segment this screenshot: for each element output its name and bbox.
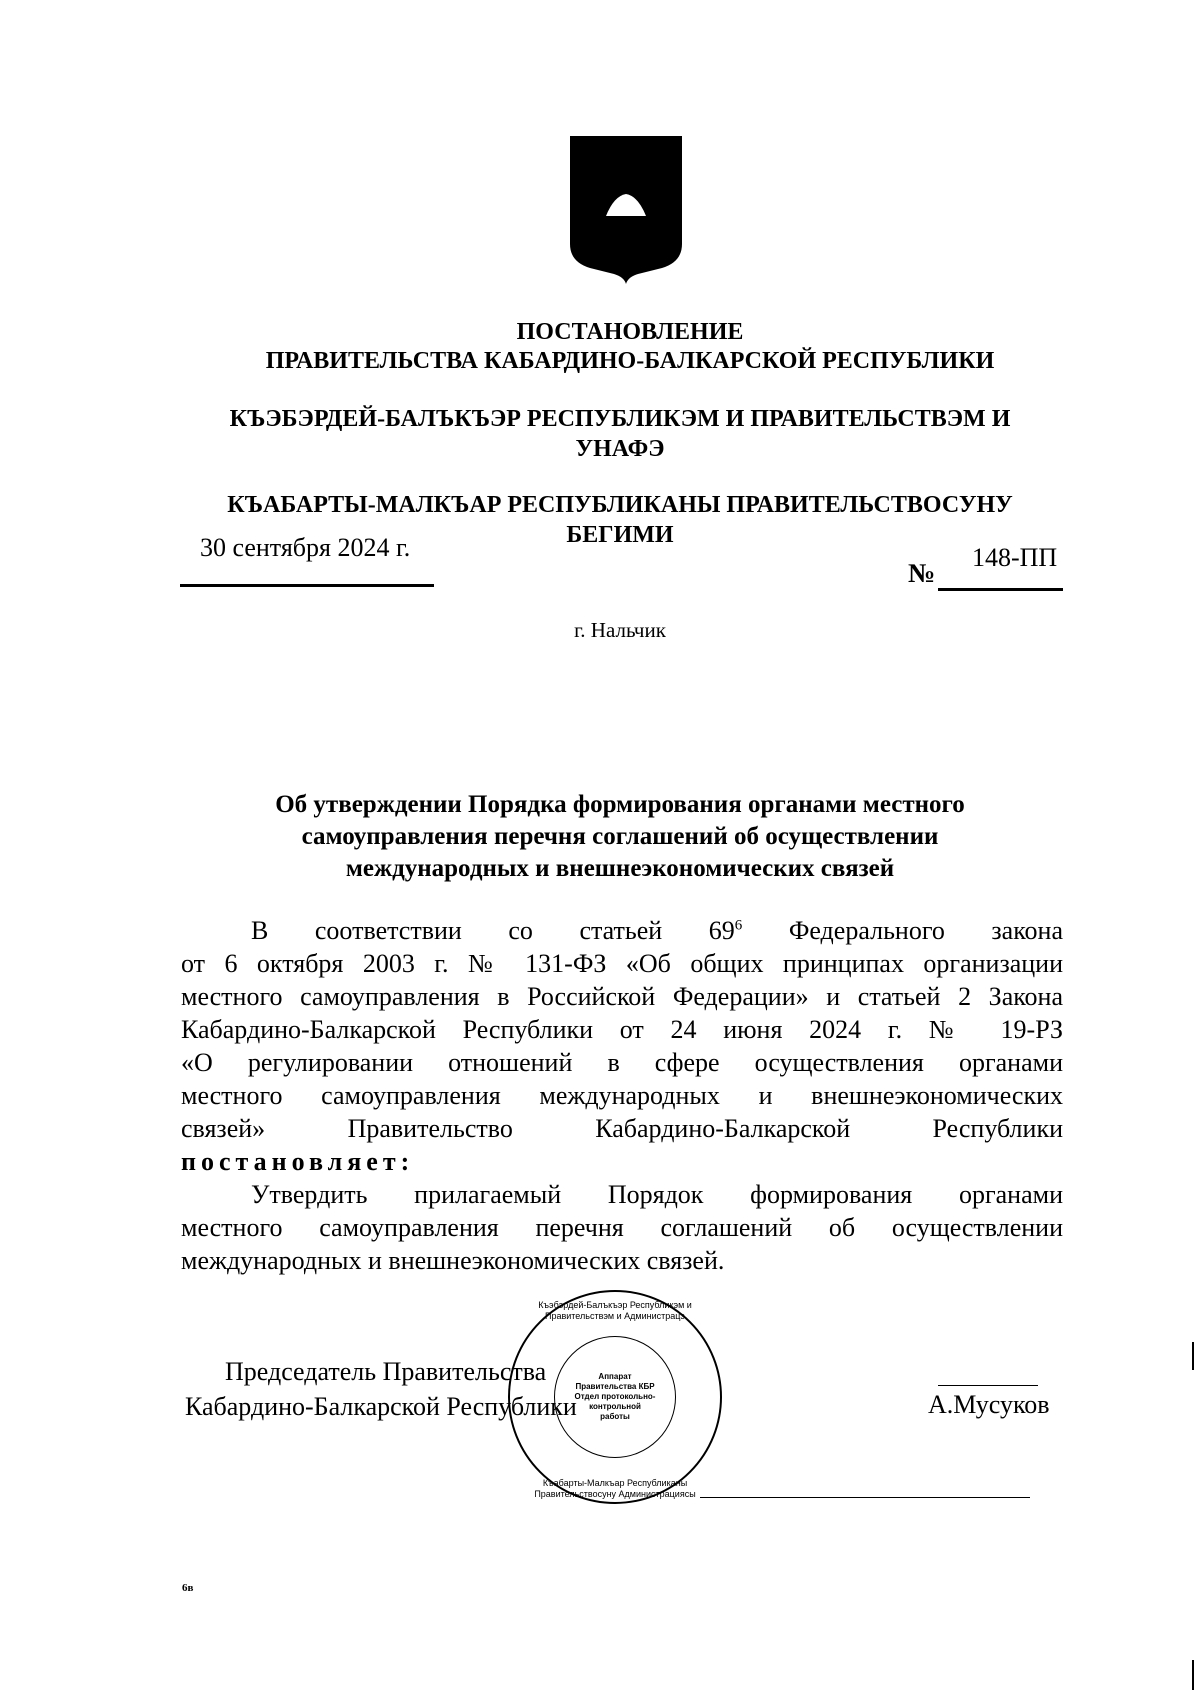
footer-mark: 6в <box>182 1582 194 1594</box>
scan-edge-mark <box>1192 1660 1194 1690</box>
body-text: В соответствии со статьей 69 <box>251 916 735 945</box>
body-text: Федерального закона <box>742 916 1063 945</box>
scan-edge-mark <box>1192 1342 1194 1370</box>
body-line <box>181 914 1063 947</box>
coat-of-arms-icon <box>566 134 686 284</box>
issuer-heading-kbd: КЪЭБЭРДЕЙ-БАЛЪКЪЭР РЕСПУБЛИКЭМ И ПРАВИТЕЛЬСТВЭМ И УНАФЭ <box>229 406 1011 462</box>
signature-line <box>938 1385 1038 1386</box>
stamp-signature-stroke <box>700 1497 1030 1498</box>
decree-word: постановляет: <box>181 1147 415 1176</box>
document-title <box>200 789 1040 885</box>
document-city: г. Нальчик <box>574 618 666 642</box>
stamp-center-line: Аппарат <box>598 1372 632 1381</box>
title-line: самоуправления перечня соглашений об осуществлении <box>301 823 939 850</box>
body-line: Кабардино-Балкарской Республики от 24 июня 2024 г. № 19-РЗ <box>181 1015 1063 1044</box>
body-line: местного самоуправления международных и внешнеэкономических <box>181 1081 1063 1110</box>
stamp-ring-text-bottom: Къабарты-Малкъар Республиканы Правительствосуну Администрациясы <box>534 1478 696 1499</box>
number-sign: № <box>908 558 936 588</box>
stamp-ring-text-top: Къэбэрдей-Балъкъэр Республикэм и Правительствэм и Администрацэ <box>538 1300 692 1321</box>
stamp-center-line: работы <box>600 1412 630 1421</box>
issuer-heading-ru: ПРАВИТЕЛЬСТВА КАБАРДИНО-БАЛКАРСКОЙ РЕСПУБЛИКИ <box>265 348 995 374</box>
signatory-role-line: Кабардино-Балкарской Республики <box>185 1392 577 1421</box>
signatory-name: А.Мусуков <box>928 1390 1050 1419</box>
superscript: 6 <box>734 917 743 934</box>
doc-type-heading: ПОСТАНОВЛЕНИЕ <box>516 319 744 345</box>
number-underline <box>938 588 1063 591</box>
stamp-center <box>554 1336 676 1458</box>
signatory-role-line: Председатель Правительства <box>225 1357 547 1386</box>
body-line: Утвердить прилагаемый Порядок формирования органами <box>251 1180 1063 1209</box>
official-stamp <box>508 1290 722 1504</box>
document-body <box>181 914 1063 1277</box>
stamp-center-line: Правительства КБР <box>575 1382 655 1391</box>
body-line: связей» Правительство Кабардино-Балкарской Республики <box>181 1114 1063 1143</box>
document-date: 30 сентября 2024 г. <box>200 533 411 562</box>
title-line: международных и внешнеэкономических связей <box>345 855 895 882</box>
body-line: от 6 октября 2003 г. № 131-ФЗ «Об общих принципах организации <box>181 949 1063 978</box>
document-number: 148-ПП <box>972 543 1058 572</box>
stamp-center-line: контрольной <box>589 1402 641 1411</box>
body-line: местного самоуправления перечня соглашений об осуществлении <box>181 1213 1063 1242</box>
body-line: международных и внешнеэкономических связей. <box>181 1246 725 1275</box>
title-line: Об утверждении Порядка формирования органами местного <box>275 791 965 818</box>
body-line: «О регулировании отношений в сфере осуществления органами <box>181 1048 1063 1077</box>
body-line: местного самоуправления в Российской Федерации» и статьей 2 Закона <box>181 982 1063 1011</box>
issuer-heading-krc: КЪАБАРТЫ-МАЛКЪАР РЕСПУБЛИКАНЫ ПРАВИТЕЛЬСТВОСУНУ БЕГИМИ <box>227 492 1013 548</box>
date-underline <box>180 584 434 587</box>
stamp-center-line: Отдел протокольно- <box>574 1392 656 1401</box>
